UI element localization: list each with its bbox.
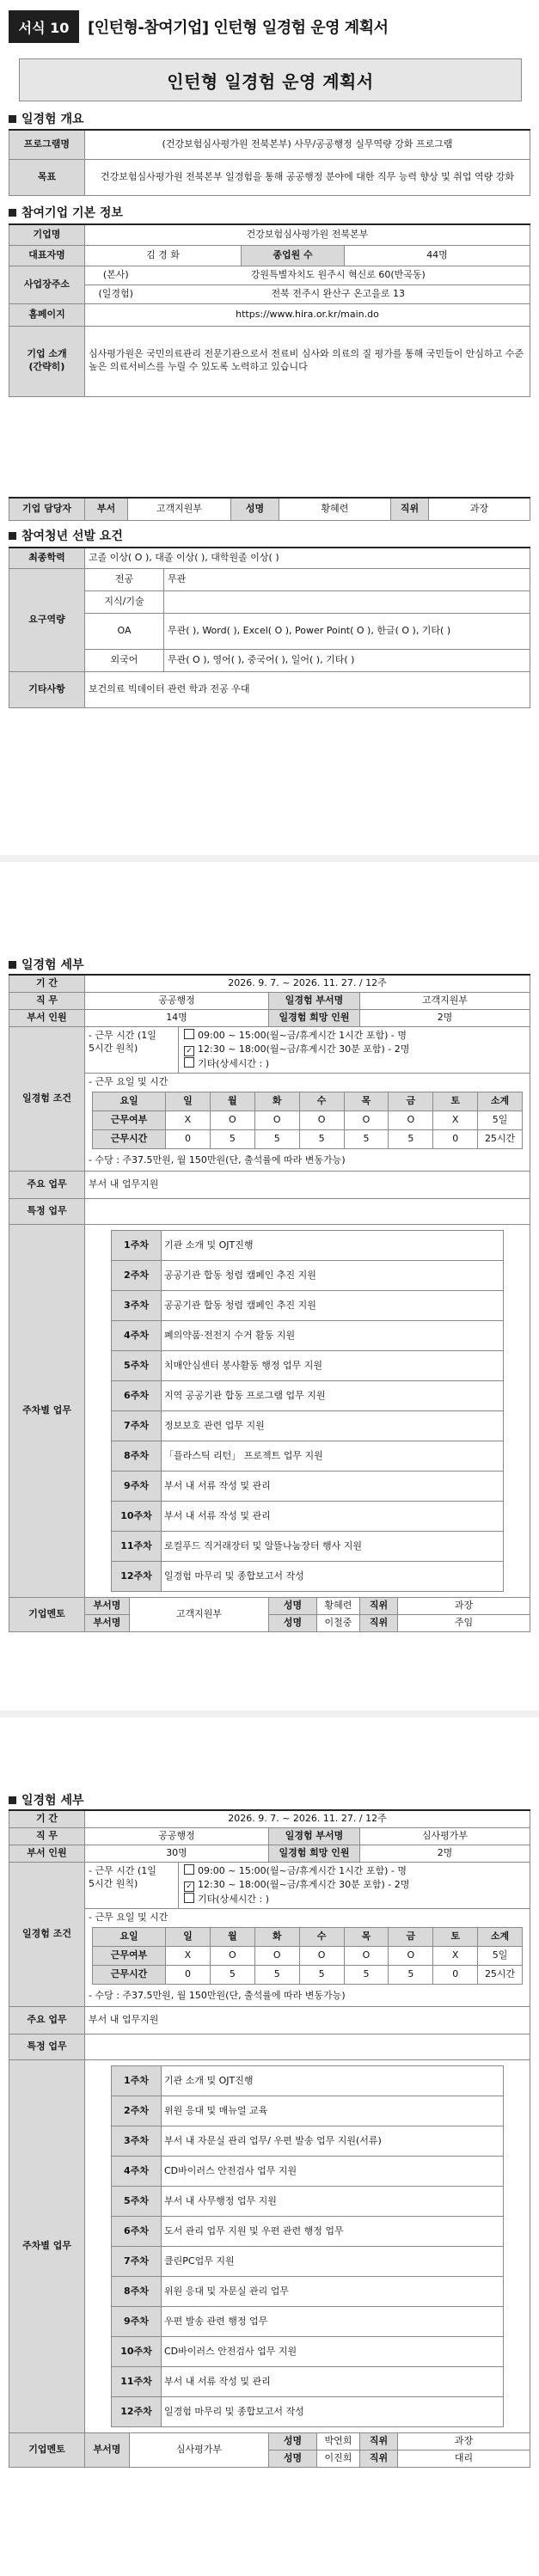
time-option-3: 기타(상세시간 : ) [184,1893,524,1907]
company-table [9,223,530,397]
week-row: 1주차 기관 소개 및 OJT진행 [112,2066,504,2096]
mentor-name-value: 이철중 [317,1615,360,1632]
manager-name-value: 황혜련 [279,498,391,520]
employee-count-value: 44명 [345,245,530,266]
main-task-label: 주요 업무 [9,1172,85,1199]
period-label: 기 간 [9,975,85,992]
checkbox-icon[interactable] [184,1029,194,1039]
work-time-options [179,1027,530,1074]
job-value: 공공행정 [85,992,269,1009]
etc-value: 보건의료 빅데이터 관련 학과 전공 우대 [85,671,530,707]
mentor-pos-label: 직위 [360,2451,398,2468]
form-number-badge: 서식 10 [9,10,79,43]
week-row: 4주차 폐의약품·전전지 수거 활동 지원 [112,1321,504,1351]
personnel-value: 14명 [85,1009,269,1026]
special-task-label: 특정 업무 [9,2034,85,2060]
mentor-dept-label: 부서명 [85,1598,130,1615]
company-name-label: 기업명 [9,224,85,245]
schedule-table: 요일 일 월 화 수 목 금 토 소계 근무여부 X O O O O O X 5일 근무시간 0 5 5 5 5 5 0 25시간 [92,1927,523,1985]
hope-count-value: 2명 [360,1845,530,1862]
address-label: 사업장주소 [9,266,85,303]
work-day-label: - 근무 요일 및 시간 [89,1076,168,1088]
mentor-dept-label: 부서명 [85,1615,130,1632]
time-option-3: 기타(상세시간 : ) [184,1057,524,1072]
mentor-dept-value: 심사평가부 [130,2433,269,2468]
address-hq-value: 강원특별자치도 원주시 혁신로 60(반곡동) [147,266,530,285]
work-time-label: - 근무 시간 (1일 5시간 원칙) [85,1863,179,1909]
mentor-label: 기업멘토 [9,1598,85,1632]
major-label: 전공 [85,568,164,590]
company-manager-table [9,497,530,521]
job-label: 직 무 [9,1827,85,1845]
personnel-value: 30명 [85,1845,269,1862]
section-detail-heading-2: 일경험 세부 [9,1791,84,1808]
checkbox-icon[interactable] [184,1864,194,1875]
week-row: 4주차 CD바이러스 안전검사 업무 지원 [112,2157,504,2187]
mentor-dept-value: 고객지원부 [130,1598,269,1632]
manager-title-label: 직위 [391,498,429,520]
week-row: 6주차 도서 관리 업무 지원 및 우편 관련 행정 업무 [112,2217,504,2247]
program-value: (건강보험심사평가원 전북본부) 사무/공공행정 실무역량 강화 프로그램 [85,130,530,159]
checkbox-icon[interactable] [184,1893,194,1903]
week-row: 7주차 클린PC업무 지원 [112,2247,504,2277]
knowledge-label: 지식/기술 [85,590,164,613]
website-value: https://www.hira.or.kr/main.do [85,303,530,326]
week-row: 11주차 부서 내 서류 작성 및 관리 [112,2367,504,2397]
conditions-cell [85,1862,530,2006]
conditions-cell [85,1026,530,1171]
mentor-name-value: 황혜련 [317,1598,360,1615]
weekly-table [111,1230,504,1592]
language-label: 외국어 [85,649,164,671]
week-row: 2주차 공공기관 합동 청렴 캠페인 추진 지원 [112,1261,504,1291]
page-separator [0,1710,539,1717]
skills-label: 요구역량 [9,568,85,671]
program-label: 프로그램명 [9,130,85,159]
special-task-label: 특정 업무 [9,1199,85,1225]
manager-name-label: 성명 [231,498,279,520]
weekly-task-cell [85,1225,530,1598]
mentor-name-value: 이진희 [317,2451,360,2468]
section-company-heading: 참여기업 기본 정보 [9,204,123,221]
dept-value: 고객지원부 [360,992,530,1009]
section-overview-heading: 일경험 개요 [9,110,84,127]
company-intro-value: 심사평가원은 국민의료관리 전문기관으로서 전료비 심사와 의료의 질 평가를 통해 국민들이 안심하고 수준 높은 의료서비스를 누릴 수 있도록 노력하고 있습니다 [85,326,530,396]
square-bullet-icon [9,1796,16,1804]
personnel-label: 부서 인원 [9,1009,85,1026]
conditions-label: 일경험 조건 [9,1862,85,2006]
section-detail-heading-1: 일경험 세부 [9,956,84,973]
period-value: 2026. 9. 7. ~ 2026. 11. 27. / 12주 [85,975,530,992]
special-task-value [85,1199,530,1225]
employee-count-label: 종업원 수 [242,245,345,266]
mentor-name-value: 박연희 [317,2433,360,2451]
checkbox-checked-icon[interactable]: ✓ [184,1882,194,1892]
work-time-options [179,1863,530,1909]
time-option-2: ✓ 12:30 ~ 18:00(월~금/휴게시간 30분 포함) - 2명 [184,1878,524,1893]
square-bullet-icon [9,209,16,217]
week-row: 2주차 위원 응대 및 매뉴얼 교육 [112,2096,504,2126]
square-bullet-icon [9,532,16,540]
mentor-name-label: 성명 [269,1615,317,1632]
job-label: 직 무 [9,992,85,1009]
weekly-task-label: 주차별 업무 [9,2060,85,2433]
main-task-label: 주요 업무 [9,2007,85,2034]
mentor-pos-label: 직위 [360,2433,398,2451]
allowance-text: - 수당 : 주37.5만원, 월 150만원(단, 출석률에 따라 변동가능) [89,1154,346,1166]
mentor-name-label: 성명 [269,1598,317,1615]
address-site-value: 전북 전주시 완산구 온고을로 13 [147,285,530,303]
work-time-label: - 근무 시간 (1일 5시간 원칙) [85,1027,179,1074]
allowance-text: - 수당 : 주37.5만원, 월 150만원(단, 출석률에 따라 변동가능) [89,1990,346,2002]
week-row: 5주차 치매안심센터 봉사활동 행정 업무 지원 [112,1351,504,1381]
mentor-name-label: 성명 [269,2451,317,2468]
page-separator [0,855,539,862]
page-header [9,10,530,43]
weekly-task-label: 주차별 업무 [9,1225,85,1598]
main-task-value: 부서 내 업무지원 [85,2007,530,2034]
manager-dept-value: 고객지원부 [128,498,231,520]
education-value: 고졸 이상( O ), 대졸 이상( ), 대학원졸 이상( ) [85,548,530,568]
mentor-name-label: 성명 [269,2433,317,2451]
rep-value: 김 경 화 [85,245,242,266]
etc-label: 기타사항 [9,671,85,707]
period-value: 2026. 9. 7. ~ 2026. 11. 27. / 12주 [85,1810,530,1827]
manager-title-value: 과장 [429,498,530,520]
document-title: 인턴형 일경험 운영 계획서 [19,58,522,101]
week-row: 12주차 일경험 마무리 및 종합보고서 작성 [112,2397,504,2427]
youth-requirements-table [9,547,530,708]
week-row: 10주차 부서 내 서류 작성 및 관리 [112,1502,504,1532]
education-label: 최종학력 [9,548,85,568]
weekly-task-cell [85,2060,530,2433]
oa-label: OA [85,613,164,649]
conditions-label: 일경험 조건 [9,1026,85,1171]
dept-label: 일경험 부서명 [269,992,360,1009]
mentor-dept-label: 부서명 [85,2433,130,2468]
work-day-label: - 근무 요일 및 시간 [89,1912,168,1924]
schedule-table: 요일 일 월 화 수 목 금 토 소계 근무여부 X O O O O O X 5일 근무시간 0 5 5 5 5 5 0 25시간 [92,1092,523,1149]
document-header-title: [인턴형-참여기업] 인턴형 일경험 운영 계획서 [88,19,389,37]
time-option-1: 09:00 ~ 15:00(월~금/휴게시간 1시간 포함) - 명 [184,1864,524,1879]
language-value: 무관( O ), 영어( ), 중국어( ), 일어( ), 기타( ) [164,649,530,671]
overview-table [9,129,530,196]
detail-table-1 [9,974,530,1632]
manager-label: 기업 담당자 [9,498,85,520]
job-value: 공공행정 [85,1827,269,1845]
checkbox-checked-icon[interactable]: ✓ [184,1046,194,1056]
address-site-label: (일경험) [85,285,147,303]
website-label: 홈페이지 [9,303,85,326]
mentor-label: 기업멘토 [9,2433,85,2468]
period-label: 기 간 [9,1810,85,1827]
manager-dept-label: 부서 [85,498,128,520]
mentor-pos-label: 직위 [360,1598,398,1615]
mentor-pos-value: 주임 [398,1615,530,1632]
hope-count-label: 일경험 희망 인원 [269,1009,360,1026]
week-row: 7주차 정보보호 관련 업무 지원 [112,1411,504,1441]
weekly-table [111,2065,504,2427]
time-option-1: 09:00 ~ 15:00(월~금/휴게시간 1시간 포함) - 명 [184,1029,524,1043]
hope-count-value: 2명 [360,1009,530,1026]
square-bullet-icon [9,115,16,123]
week-row: 6주차 지역 공공기관 합동 프로그램 업무 지원 [112,1381,504,1411]
week-row: 11주차 로컬푸드 직거래장터 및 알뜰나눔장터 행사 지원 [112,1532,504,1562]
week-row: 1주차 기관 소개 및 OJT진행 [112,1231,504,1261]
square-bullet-icon [9,961,16,969]
week-row: 10주차 CD바이러스 안전검사 업무 지원 [112,2337,504,2367]
detail-table-2 [9,1809,530,2468]
company-name-value: 건강보험심사평가원 전북본부 [85,224,530,245]
main-task-value: 부서 내 업무지원 [85,1172,530,1199]
section-youth-heading: 참여청년 선발 요건 [9,527,123,544]
mentor-pos-label: 직위 [360,1615,398,1632]
dept-label: 일경험 부서명 [269,1827,360,1845]
personnel-label: 부서 인원 [9,1845,85,1862]
company-intro-label: 기업 소개 (간략히) [9,326,85,396]
mentor-pos-value: 대리 [398,2451,530,2468]
week-row: 12주차 일경험 마무리 및 종합보고서 작성 [112,1562,504,1592]
week-row: 9주차 우편 발송 관련 행정 업무 [112,2307,504,2337]
week-row: 8주차 위원 응대 및 자문실 관리 업무 [112,2277,504,2307]
mentor-pos-value: 과장 [398,2433,530,2451]
oa-value: 무관( ), Word( ), Excel( O ), Power Point( O ), 한글( O ), 기타( ) [164,613,530,649]
knowledge-value [164,590,530,613]
week-row: 3주차 공공기관 합동 청렴 캠페인 추진 지원 [112,1291,504,1321]
rep-label: 대표자명 [9,245,85,266]
goal-value: 건강보험심사평가원 전북본부 일경험을 통해 공공행정 분야에 대한 직무 능력 향상 및 취업 역량 강화 [85,159,530,195]
address-hq-label: (본사) [85,266,147,285]
special-task-value [85,2034,530,2060]
week-row: 3주차 부서 내 자문실 관리 업무/ 우편 발송 업무 지원(서류) [112,2126,504,2157]
week-row: 5주차 부서 내 사무행정 업무 지원 [112,2187,504,2217]
checkbox-icon[interactable] [184,1057,194,1068]
major-value: 무관 [164,568,530,590]
time-option-2: ✓ 12:30 ~ 18:00(월~금/휴게시간 30분 포함) - 2명 [184,1043,524,1057]
mentor-pos-value: 과장 [398,1598,530,1615]
week-row: 8주차 「플라스틱 리턴」 프로젝트 업무 지원 [112,1441,504,1472]
goal-label: 목표 [9,159,85,195]
week-row: 9주차 부서 내 서류 작성 및 관리 [112,1472,504,1502]
dept-value: 심사평가부 [360,1827,530,1845]
hope-count-label: 일경험 희망 인원 [269,1845,360,1862]
